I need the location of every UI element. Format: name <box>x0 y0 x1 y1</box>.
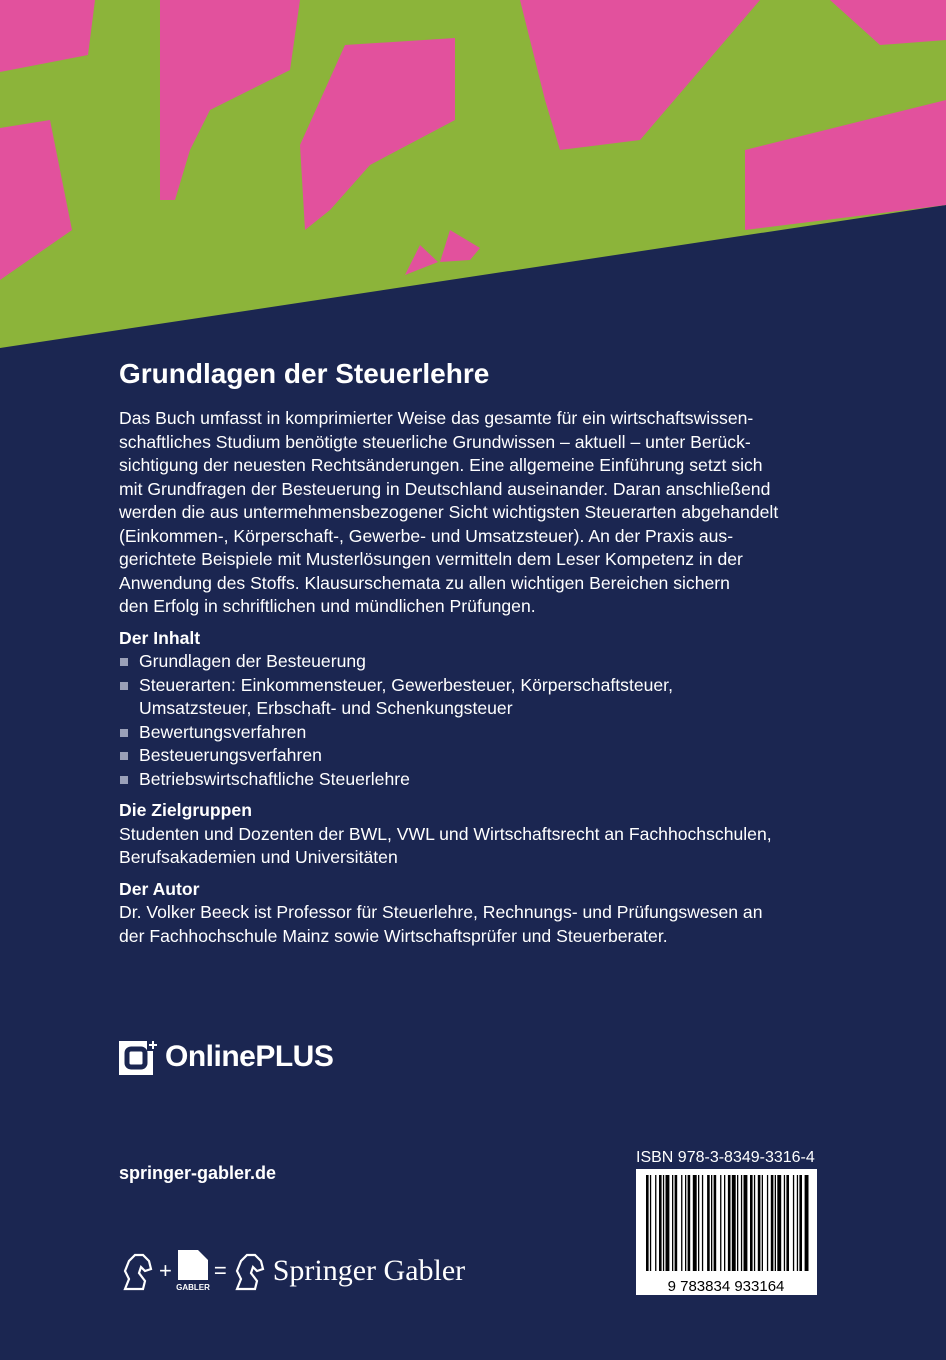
blurb-line: Das Buch umfasst in komprimierter Weise das gesamte für ein wirtschaftswissen- <box>119 408 754 428</box>
barcode-bar <box>762 1175 763 1271</box>
paragraph-line: Dr. Volker Beeck ist Professor für Steuerlehre, Rechnungs- und Prüfungswesen an <box>119 902 763 922</box>
onlineplus-icon <box>119 1039 159 1075</box>
barcode-bar <box>707 1175 710 1271</box>
list-item <box>119 768 839 792</box>
publisher-name: Springer Gabler <box>272 1254 466 1287</box>
list-item-text: Betriebswirtschaftliche Steuerlehre <box>139 768 410 789</box>
barcode-bar <box>693 1175 697 1271</box>
barcode-bar <box>793 1175 794 1271</box>
barcode-bar <box>754 1175 755 1271</box>
barcode-bar <box>805 1175 809 1271</box>
list-item-text: Grundlagen der Besteuerung <box>139 651 366 671</box>
barcode-bar <box>750 1175 753 1271</box>
barcode-bar <box>663 1175 664 1271</box>
blurb-line: sichtigung der neuesten Rechtsänderungen. Eine allgemeine Einführung setzt sich <box>119 455 763 475</box>
zielgruppen-text <box>119 823 839 870</box>
book-description <box>119 407 839 619</box>
barcode-bar <box>737 1175 738 1271</box>
barcode-graphic <box>636 1169 817 1295</box>
blurb-line: gerichtete Beispiele mit Musterlösungen vermitteln dem Leser Kompetenz in der <box>119 549 743 569</box>
inhalt-heading: Der Inhalt <box>119 627 201 648</box>
barcode-bar <box>786 1175 789 1271</box>
barcode-bar <box>675 1175 678 1271</box>
barcode-bar <box>685 1175 686 1271</box>
isbn-block <box>636 1148 817 1295</box>
blurb-line: (Einkommen-, Körperschaft-, Gewerbe- und Umsatzsteuer). An der Praxis aus- <box>119 525 734 546</box>
barcode-bar <box>666 1175 670 1271</box>
inhalt-list <box>119 650 839 791</box>
barcode-bar <box>771 1175 774 1271</box>
barcode-bar <box>777 1175 781 1271</box>
autor-text <box>119 901 839 948</box>
blurb-line: schaftliches Studium benötigte steuerliche Grundwissen – aktuell – unter Berück- <box>119 431 751 452</box>
list-item-text: Bewertungsverfahren <box>139 721 307 742</box>
autor-heading: Der Autor <box>119 878 200 899</box>
list-item <box>119 674 839 721</box>
springer-horse-icon <box>231 1251 267 1291</box>
list-item <box>119 744 839 768</box>
plus-sign: + <box>159 1258 172 1283</box>
barcode-bar <box>797 1175 798 1271</box>
barcode-digits: 9 783834 933164 <box>667 1278 785 1295</box>
onlineplus-label: OnlinePLUS <box>165 1040 334 1073</box>
barcode-bar <box>672 1175 673 1271</box>
blurb-line: Anwendung des Stoffs. Klausurschemata zu allen wichtigen Bereichen sichern <box>119 572 730 593</box>
zielgruppen-heading: Die Zielgruppen <box>119 800 252 820</box>
springer-horse-icon <box>119 1251 155 1291</box>
barcode-bar <box>650 1175 651 1271</box>
blurb-line: den Erfolg in schriftlichen und mündlichen Prüfungen. <box>119 596 536 616</box>
barcode-bar <box>775 1175 776 1271</box>
barcode-bar <box>646 1175 649 1271</box>
barcode-bar <box>698 1175 699 1271</box>
website-url: springer-gabler.de <box>119 1163 277 1183</box>
barcode-bar <box>711 1175 712 1271</box>
blurb-line: mit Grundfragen der Besteuerung in Deutschland auseinander. Daran anschließend <box>119 478 771 499</box>
blurb-line: werden die aus untermehmensbezogener Sicht wichtigsten Steuerarten abgehandelt <box>119 502 779 522</box>
cover-graphic <box>0 0 946 360</box>
book-title: Grundlagen der Steuerlehre <box>119 358 490 389</box>
paragraph-line: Berufsakademien und Universitäten <box>119 847 398 867</box>
back-cover-text <box>119 355 839 948</box>
barcode-bar <box>728 1175 731 1271</box>
list-item <box>119 721 839 745</box>
equals-sign: = <box>213 1258 227 1283</box>
barcode <box>636 1169 817 1295</box>
barcode-bar <box>720 1175 721 1271</box>
list-item-text: Umsatzsteuer, Erbschaft- und Schenkungsteuer <box>139 698 513 718</box>
barcode-bar <box>655 1175 656 1271</box>
barcode-bar <box>741 1175 742 1271</box>
barcode-bar <box>799 1175 802 1271</box>
list-item-text: Steuerarten: Einkommensteuer, Gewerbesteuer, Körperschaftsteuer, <box>139 674 673 695</box>
list-item <box>119 650 839 674</box>
list-item-text: Besteuerungsverfahren <box>139 745 322 765</box>
barcode-bar <box>659 1175 662 1271</box>
gabler-mark: GABLER <box>175 1283 210 1292</box>
isbn-number: ISBN 978-3-8349-3316-4 <box>636 1149 815 1166</box>
barcode-bar <box>732 1175 736 1271</box>
barcode-bar <box>784 1175 785 1271</box>
barcode-bar <box>681 1175 682 1271</box>
barcode-bar <box>767 1175 768 1271</box>
barcode-bar <box>688 1175 691 1271</box>
paragraph-line: Studenten und Dozenten der BWL, VWL und Wirtschaftsrecht an Fachhochschulen, <box>119 823 772 844</box>
paragraph-line: der Fachhochschule Mainz sowie Wirtschaftsprüfer und Steuerberater. <box>119 925 668 946</box>
barcode-bar <box>702 1175 703 1271</box>
publisher-logo <box>119 1250 465 1292</box>
barcode-bar <box>724 1175 725 1271</box>
barcode-bar <box>744 1175 748 1271</box>
barcode-bar <box>714 1175 717 1271</box>
gabler-logo-icon <box>176 1250 210 1292</box>
barcode-bar <box>758 1175 761 1271</box>
onlineplus-logo <box>119 1039 333 1075</box>
